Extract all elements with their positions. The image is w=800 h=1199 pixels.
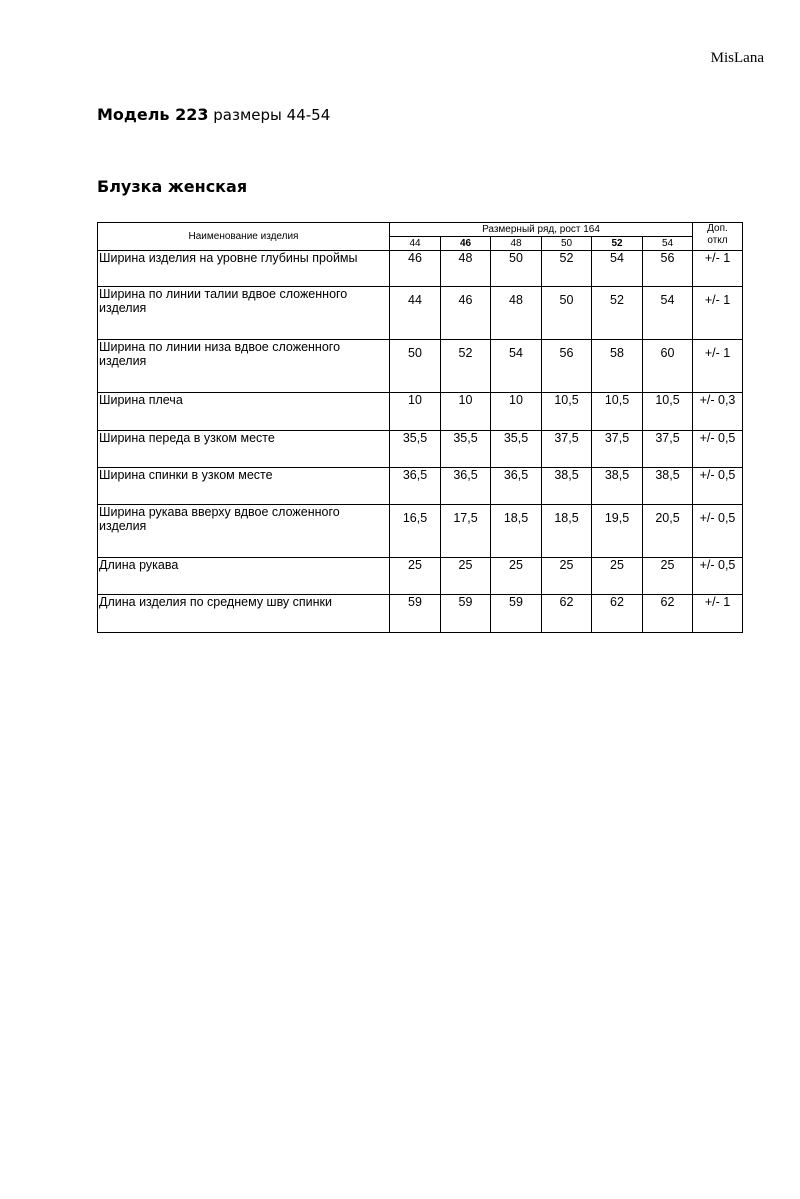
measurement-value: 56 [643, 251, 693, 287]
measurement-value: 25 [542, 558, 592, 595]
tolerance-value: +/- 1 [693, 287, 743, 340]
measurement-value: 60 [643, 340, 693, 393]
measurement-value: 38,5 [542, 468, 592, 505]
measurement-value: 37,5 [643, 431, 693, 468]
measurement-value: 18,5 [542, 505, 592, 558]
measurement-value: 36,5 [491, 468, 542, 505]
measurement-value: 44 [390, 287, 441, 340]
measurement-value: 37,5 [542, 431, 592, 468]
measurement-value: 25 [592, 558, 643, 595]
table-row [98, 595, 743, 633]
table-row [98, 393, 743, 431]
table-row [98, 558, 743, 595]
tolerance-value: +/- 0,5 [693, 558, 743, 595]
measurement-value: 10 [441, 393, 491, 431]
measurement-value: 52 [441, 340, 491, 393]
measurement-name: Ширина рукава вверху вдвое сложенного изделия [98, 505, 390, 558]
column-header-tolerance [693, 223, 743, 251]
measurement-value: 16,5 [390, 505, 441, 558]
measurement-name: Ширина по линии талии вдвое сложенного изделия [98, 287, 390, 340]
measurement-value: 58 [592, 340, 643, 393]
measurement-value: 54 [643, 287, 693, 340]
model-sizes-note: размеры 44-54 [213, 106, 331, 124]
measurement-value: 25 [643, 558, 693, 595]
measurement-name: Длина рукава [98, 558, 390, 595]
measurement-value: 36,5 [441, 468, 491, 505]
column-header-name: Наименование изделия [98, 223, 390, 251]
measurement-value: 48 [491, 287, 542, 340]
table-row [98, 251, 743, 287]
measurement-value: 35,5 [441, 431, 491, 468]
measurement-value: 50 [491, 251, 542, 287]
product-title: Блузка женская [97, 177, 248, 196]
size-header-48: 48 [491, 237, 542, 251]
tolerance-value: +/- 0,5 [693, 505, 743, 558]
table-row [98, 468, 743, 505]
measurement-value: 50 [390, 340, 441, 393]
tolerance-header-line2: откл [707, 235, 728, 246]
measurement-value: 59 [390, 595, 441, 633]
tolerance-header-line1: Доп. [707, 223, 728, 234]
measurement-value: 25 [491, 558, 542, 595]
tolerance-value: +/- 0,5 [693, 468, 743, 505]
tolerance-value: +/- 1 [693, 251, 743, 287]
tolerance-value: +/- 1 [693, 595, 743, 633]
measurement-value: 36,5 [390, 468, 441, 505]
measurement-value: 10,5 [542, 393, 592, 431]
size-header-52: 52 [592, 237, 643, 251]
table-row [98, 340, 743, 393]
measurement-value: 10 [390, 393, 441, 431]
measurement-value: 10,5 [592, 393, 643, 431]
measurement-name: Ширина переда в узком месте [98, 431, 390, 468]
measurement-name: Ширина спинки в узком месте [98, 468, 390, 505]
table-row [98, 505, 743, 558]
measurement-value: 19,5 [592, 505, 643, 558]
measurement-value: 46 [390, 251, 441, 287]
measurement-value: 62 [643, 595, 693, 633]
measurement-value: 18,5 [491, 505, 542, 558]
measurement-value: 52 [592, 287, 643, 340]
measurement-value: 10 [491, 393, 542, 431]
measurement-value: 59 [441, 595, 491, 633]
brand-name: MisLana [710, 50, 764, 66]
size-header-54: 54 [643, 237, 693, 251]
measurement-value: 54 [592, 251, 643, 287]
measurement-value: 17,5 [441, 505, 491, 558]
measurement-value: 25 [441, 558, 491, 595]
measurement-value: 46 [441, 287, 491, 340]
tolerance-value: +/- 0,3 [693, 393, 743, 431]
model-title: Модель 223 [97, 105, 209, 124]
measurement-value: 38,5 [643, 468, 693, 505]
table-row [98, 287, 743, 340]
column-header-size-range: Размерный ряд, рост 164 [390, 223, 693, 237]
measurement-value: 37,5 [592, 431, 643, 468]
measurement-value: 38,5 [592, 468, 643, 505]
measurement-value: 62 [592, 595, 643, 633]
tolerance-value: +/- 0,5 [693, 431, 743, 468]
measurement-value: 10,5 [643, 393, 693, 431]
measurement-name: Ширина плеча [98, 393, 390, 431]
measurement-value: 54 [491, 340, 542, 393]
table-row [98, 431, 743, 468]
measurement-value: 48 [441, 251, 491, 287]
model-heading [97, 105, 330, 124]
size-header-50: 50 [542, 237, 592, 251]
measurement-value: 25 [390, 558, 441, 595]
measurement-value: 52 [542, 251, 592, 287]
measurement-value: 20,5 [643, 505, 693, 558]
size-measurements-table [97, 222, 743, 633]
measurement-name: Ширина изделия на уровне глубины проймы [98, 251, 390, 287]
measurement-value: 35,5 [491, 431, 542, 468]
measurement-name: Длина изделия по среднему шву спинки [98, 595, 390, 633]
measurement-value: 62 [542, 595, 592, 633]
measurement-value: 56 [542, 340, 592, 393]
measurement-name: Ширина по линии низа вдвое сложенного изделия [98, 340, 390, 393]
tolerance-value: +/- 1 [693, 340, 743, 393]
size-header-46: 46 [441, 237, 491, 251]
measurement-value: 59 [491, 595, 542, 633]
measurement-value: 35,5 [390, 431, 441, 468]
measurement-value: 50 [542, 287, 592, 340]
size-header-44: 44 [390, 237, 441, 251]
